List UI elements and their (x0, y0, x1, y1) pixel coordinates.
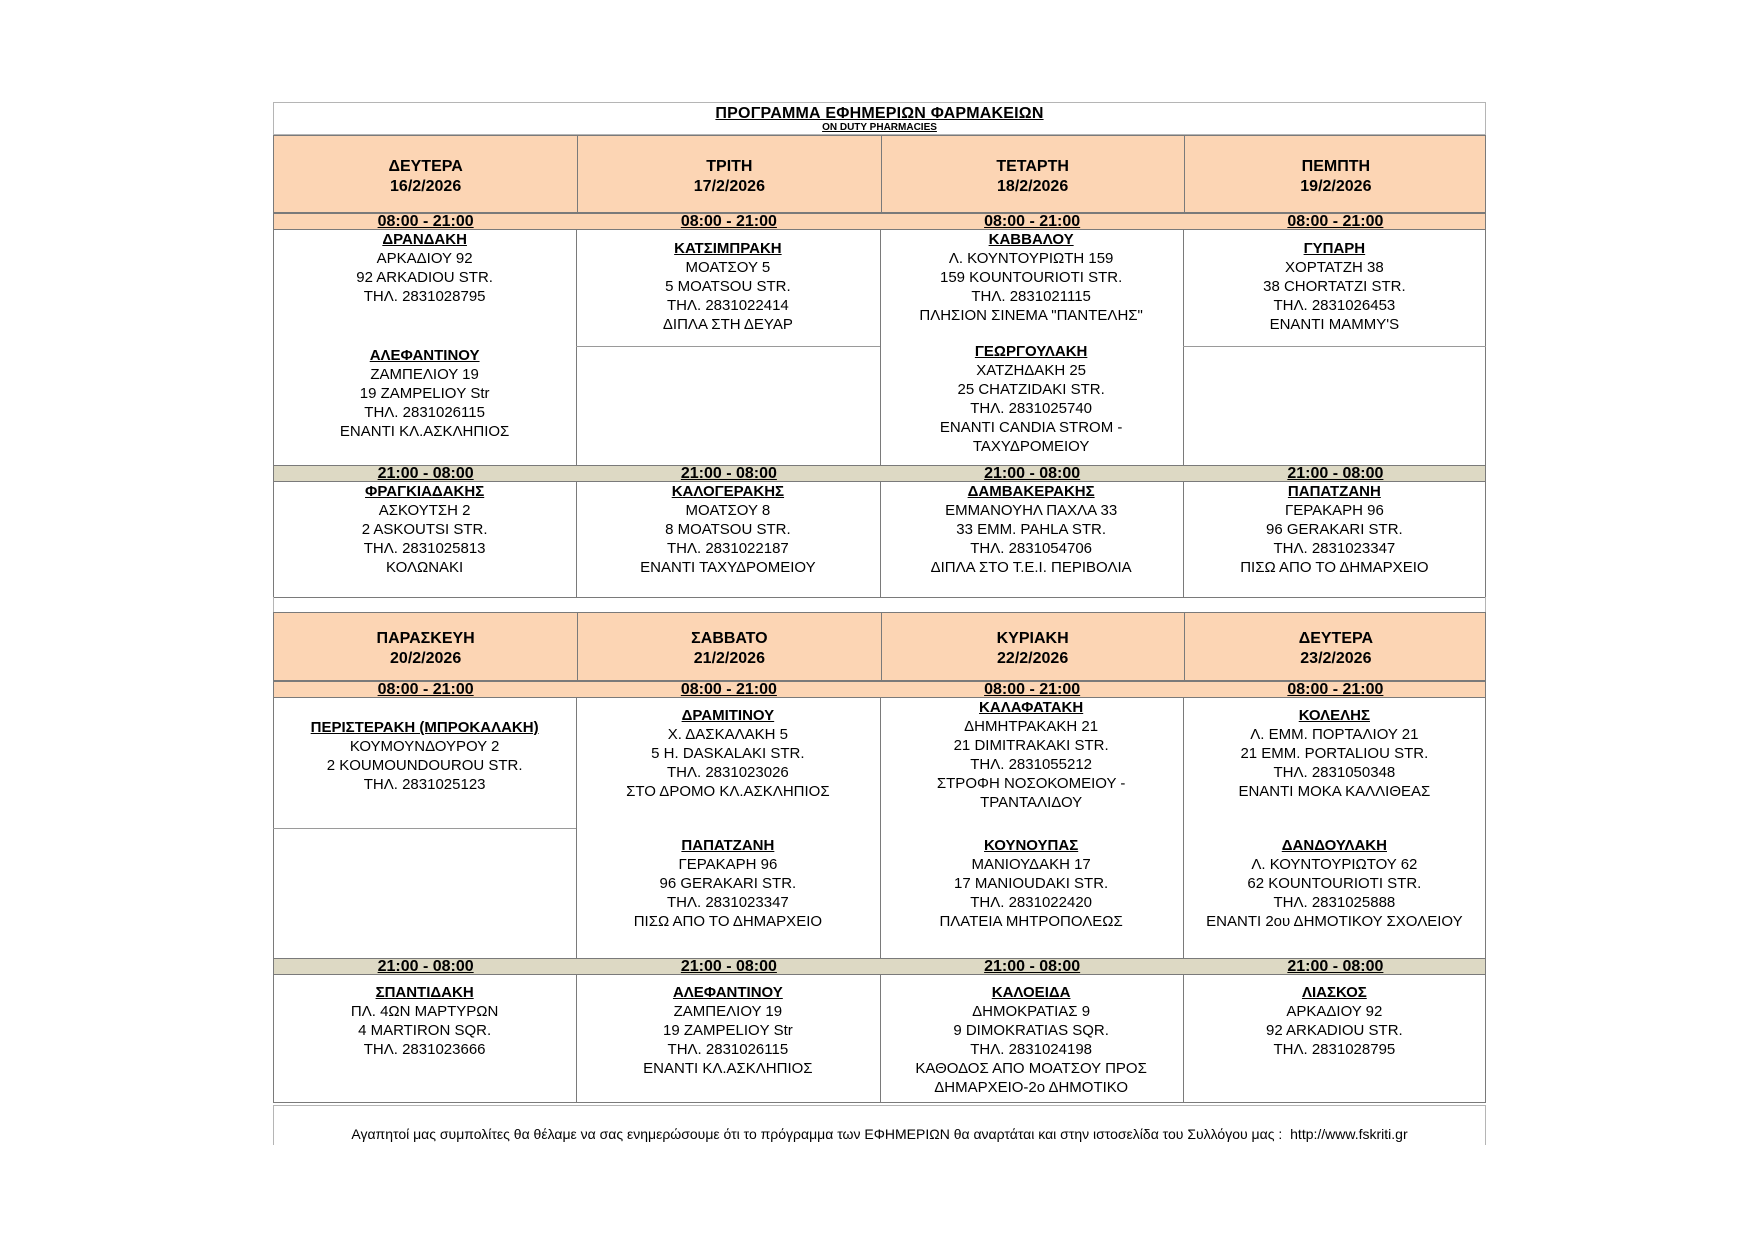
pharmacy-detail-line: ΠΙΣΩ ΑΠΟ ΤΟ ΔΗΜΑΡΧΕΙΟ (1240, 559, 1429, 576)
pharmacy-detail-line: Λ. ΕΜΜ. ΠΟΡΤΑΛΙΟΥ 21 (1250, 726, 1419, 743)
day-date: 22/2/2026 (997, 650, 1069, 667)
pharmacy-detail-line: ΕΝΑΝΤΙ ΜΟΚΑ ΚΑΛΛΙΘΕΑΣ (1238, 783, 1431, 800)
pharmacy-name: ΚΑΛΟΓΕΡΑΚΗΣ (671, 483, 785, 500)
pharmacy-detail-line: ΤΗΛ. 2831023347 (1273, 540, 1396, 557)
pharmacy-name: ΚΑΤΣΙΜΠΡΑΚΗ (674, 240, 782, 257)
title-box (273, 102, 1486, 135)
day-date: 21/2/2026 (693, 650, 765, 667)
pharmacy-detail-line: 92 ARKADIOU STR. (1266, 1022, 1403, 1039)
day-header-row (273, 612, 1486, 681)
pharmacy-name: ΔΡΑΜΙΤΙΝΟΥ (681, 707, 775, 724)
day-date: 16/2/2026 (390, 178, 462, 195)
pharmacy-detail-line: ΑΣΚΟΥΤΣΗ 2 (378, 502, 471, 519)
pharmacy-detail-line: ΤΗΛ. 2831055212 (970, 756, 1093, 773)
day-shift-row (273, 681, 1486, 698)
page-title: ΠΡΟΓΡΑΜΜΑ ΕΦΗΜΕΡΙΩΝ ΦΑΡΜΑΚΕΙΩΝ (715, 105, 1044, 122)
pharmacy-detail-line: ΔΙΠΛΑ ΣΤΟ Τ.Ε.Ι. ΠΕΡΙΒΟΛΙΑ (930, 559, 1132, 576)
pharmacy-detail-line: ΕΝΑΝΤΙ ΚΛ.ΑΣΚΛΗΠΙΟΣ (643, 1060, 813, 1077)
night-shift-pharmacy (1183, 975, 1486, 1059)
pharmacy-detail-line: 92 ARKADIOU STR. (356, 269, 493, 286)
pharmacy-detail-line: Λ. ΚΟΥΝΤΟΥΡΙΩΤΟΥ 62 (1251, 856, 1418, 873)
pharmacy-name: ΠΑΠΑΤΖΑΝΗ (1287, 483, 1381, 500)
pharmacy-detail-line: Χ. ΔΑΣΚΑΛΑΚΗ 5 (667, 726, 788, 743)
pharmacy-detail-line: ΤΗΛ. 2831026115 (364, 404, 485, 421)
week-bottom-border (273, 1102, 1486, 1103)
pharmacy-detail-line: ΕΝΑΝΤΙ ΤΑΧΥΔΡΟΜΕΙΟΥ (640, 559, 816, 576)
night-shift-label: 21:00 - 08:00 (680, 958, 777, 975)
night-shift-label: 21:00 - 08:00 (984, 958, 1081, 975)
day-name: ΠΑΡΑΣΚΕΥΗ (376, 630, 475, 647)
day-shift-pharmacy (273, 346, 576, 441)
pharmacy-detail-line: ΤΗΛ. 2831028795 (363, 288, 486, 305)
pharmacy-name: ΔΑΜΒΑΚΕΡΑΚΗΣ (967, 483, 1095, 500)
day-date: 20/2/2026 (390, 650, 462, 667)
pharmacy-detail-line: 96 GERAKARI STR. (1266, 521, 1403, 538)
pharmacy-detail-line: ΤΗΛ. 2831022187 (666, 540, 789, 557)
day-header (274, 613, 577, 680)
pharmacy-detail-line: 2 ASKOUTSI STR. (361, 521, 488, 538)
night-shift-pharmacy (576, 482, 879, 577)
pharmacy-detail-line: 96 GERAKARI STR. (659, 875, 797, 892)
night-shift-label: 21:00 - 08:00 (1287, 958, 1384, 975)
pharmacy-detail-line: 21 EMM. PORTALIOU STR. (1240, 745, 1429, 762)
pharmacy-name: ΠΕΡΙΣΤΕΡΑΚΗ (ΜΠΡΟΚΑΛΑΚΗ) (310, 719, 539, 736)
pharmacy-name: ΔΑΝΔΟΥΛΑΚΗ (1281, 837, 1387, 854)
pharmacy-name: ΚΟΥΝΟΥΠΑΣ (984, 837, 1079, 854)
night-shift-row (273, 465, 1486, 482)
pharmacy-detail-line: ΤΗΛ. 2831026115 (667, 1041, 789, 1058)
day-header (1184, 613, 1487, 680)
pharmacy-detail-line: ΧΑΤΖΗΔΑΚΗ 25 (976, 362, 1087, 379)
pharmacy-detail-line: ΖΑΜΠΕΛΙΟΥ 19 (370, 366, 479, 383)
pharmacy-detail-line: ΤΗΛ. 2831023666 (363, 1041, 486, 1058)
pharmacy-detail-line: ΕΝΑΝΤΙ CANDIA STROM - (939, 419, 1123, 436)
day-shift-pharmacy (880, 230, 1183, 325)
cell-divider (273, 828, 576, 829)
page-subtitle: ON DUTY PHARMACIES (822, 122, 937, 133)
pharmacy-name: ΠΑΠΑΤΖΑΝΗ (681, 837, 775, 854)
day-header (577, 613, 880, 680)
pharmacy-detail-line: Λ. ΚΟΥΝΤΟΥΡΙΩΤΗ 159 (948, 250, 1114, 267)
pharmacy-detail-line: 8 MOATSOU STR. (665, 521, 791, 538)
pharmacy-name: ΛΙΑΣΚΟΣ (1301, 984, 1367, 1001)
day-shift-label: 08:00 - 21:00 (1287, 681, 1384, 698)
night-shift-label: 21:00 - 08:00 (1287, 465, 1384, 482)
pharmacy-name: ΑΛΕΦΑΝΤΙΝΟΥ (672, 984, 783, 1001)
day-shift-label: 08:00 - 21:00 (377, 681, 474, 698)
day-header-row (273, 135, 1486, 213)
pharmacy-detail-line: ΕΝΑΝΤΙ MAMMY'S (1269, 316, 1400, 333)
pharmacy-name: ΚΑΒΒΑΛΟΥ (988, 231, 1074, 248)
day-shift-pharmacy (1183, 230, 1486, 346)
day-shift-row (273, 213, 1486, 230)
pharmacy-detail-line: 5 MOATSOU STR. (665, 278, 791, 295)
day-header (274, 136, 577, 212)
footer-note (273, 1105, 1486, 1145)
day-shift-label: 08:00 - 21:00 (680, 681, 777, 698)
night-shift-label: 21:00 - 08:00 (377, 958, 474, 975)
pharmacy-name: ΣΠΑΝΤΙΔΑΚΗ (375, 984, 474, 1001)
pharmacy-detail-line: 33 EMM. PAHLA STR. (956, 521, 1106, 538)
day-date: 17/2/2026 (693, 178, 765, 195)
day-shift-label: 08:00 - 21:00 (377, 213, 474, 230)
pharmacy-detail-line: 5 H. DASKALAKI STR. (651, 745, 805, 762)
pharmacy-detail-line: ΤΗΛ. 2831021115 (971, 288, 1091, 305)
day-name: ΣΑΒΒΑΤΟ (691, 630, 768, 647)
pharmacy-detail-line: ΤΗΛ. 2831023026 (666, 764, 789, 781)
pharmacy-detail-line: ΔΗΜΗΤΡΑΚΑΚΗ 21 (964, 718, 1099, 735)
night-shift-pharmacy (273, 975, 576, 1059)
pharmacy-detail-line: 21 DIMITRAKAKI STR. (953, 737, 1109, 754)
pharmacy-detail-line: ΚΟΛΩΝΑΚΙ (386, 559, 464, 576)
footer-link[interactable]: http://www.fskriti.gr (1290, 1126, 1408, 1142)
pharmacy-detail-line: ΓΕΡΑΚΑΡΗ 96 (1284, 502, 1384, 519)
pharmacy-name: ΚΑΛΟΕΙΔΑ (991, 984, 1071, 1001)
pharmacy-detail-line: 62 KOUNTOURIOTI STR. (1247, 875, 1422, 892)
pharmacy-detail-line: ΠΛ. 4ΩΝ ΜΑΡΤΥΡΩΝ (350, 1003, 499, 1020)
pharmacy-detail-line: ΤΗΛ. 2831025740 (970, 400, 1093, 417)
day-shift-label: 08:00 - 21:00 (984, 681, 1081, 698)
cell-divider (576, 346, 879, 347)
pharmacy-detail-line: ΤΗΛ. 2831022420 (970, 894, 1093, 911)
pharmacy-detail-line: ΕΝΑΝΤΙ 2ου ΔΗΜΟΤΙΚΟΥ ΣΧΟΛΕΙΟΥ (1206, 913, 1463, 930)
pharmacy-detail-line: ΤΗΛ. 2831025888 (1273, 894, 1396, 911)
day-name: ΔΕΥΤΕΡΑ (1298, 630, 1374, 647)
pharmacy-detail-line: 19 ZAMPELIOY Str (359, 385, 490, 402)
footer-text: Αγαπητοί μας συμπολίτες θα θέλαμε να σας ενημερώσουμε ότι το πρόγραμμα των ΕΦΗΜΕΡΙΩΝ θα αναρτάται και στην ιστοσελίδα του Συλλόγου μας : (351, 1126, 1283, 1142)
pharmacy-detail-line: ΤΗΛ. 2831024198 (970, 1041, 1093, 1058)
pharmacy-detail-line: 25 CHATZIDAKI STR. (957, 381, 1105, 398)
night-shift-pharmacy (576, 975, 879, 1078)
day-name: ΤΕΤΑΡΤΗ (996, 158, 1069, 175)
pharmacy-detail-line: ΤΗΛ. 2831050348 (1273, 764, 1396, 781)
duty-schedule-sheet (273, 102, 1486, 1145)
pharmacy-detail-line: ΤΑΧΥΔΡΟΜΕΙΟΥ (972, 438, 1090, 455)
day-name: ΚΥΡΙΑΚΗ (996, 630, 1069, 647)
day-shift-pharmacy (880, 828, 1183, 931)
pharmacy-detail-line: 2 KOUMOUNDOUROU STR. (326, 757, 523, 774)
night-shift-label: 21:00 - 08:00 (377, 465, 474, 482)
pharmacy-detail-line: ΧΟΡΤΑΤΖΗ 38 (1285, 259, 1384, 276)
day-shift-pharmacy (576, 230, 879, 346)
pharmacy-detail-line: ΕΜΜΑΝΟΥΗΛ ΠΑΧΛΑ 33 (945, 502, 1118, 519)
day-date: 23/2/2026 (1300, 650, 1372, 667)
day-name: ΠΕΜΠΤΗ (1301, 158, 1371, 175)
day-shift-label: 08:00 - 21:00 (1287, 213, 1384, 230)
pharmacy-detail-line: 38 CHORTATZI STR. (1263, 278, 1406, 295)
pharmacy-name: ΓΥΠΑΡΗ (1303, 240, 1366, 257)
pharmacy-detail-line: ΣΤΡΟΦΗ ΝΟΣΟΚΟΜΕΙΟΥ - (936, 775, 1126, 792)
pharmacy-name: ΑΛΕΦΑΝΤΙΝΟΥ (369, 347, 480, 364)
pharmacy-name: ΚΑΛΑΦΑΤΑΚΗ (979, 699, 1084, 716)
pharmacy-detail-line: ΤΗΛ. 2831025123 (363, 776, 486, 793)
pharmacy-detail-line: ΠΛΗΣΙΟΝ ΣΙΝΕΜΑ "ΠΑΝΤΕΛΗΣ" (919, 307, 1143, 324)
pharmacy-detail-line: 4 MARTIRON SQR. (358, 1022, 492, 1039)
day-shift-pharmacy (1183, 698, 1486, 801)
day-shift-pharmacy (273, 230, 576, 306)
night-shift-label: 21:00 - 08:00 (984, 465, 1081, 482)
night-shift-pharmacy (1183, 482, 1486, 577)
pharmacy-detail-line: ΑΡΚΑΔΙΟΥ 92 (1286, 1003, 1383, 1020)
pharmacy-name: ΓΕΩΡΓΟΥΛΑΚΗ (974, 343, 1088, 360)
pharmacy-detail-line: ΤΗΛ. 2831023347 (666, 894, 789, 911)
pharmacy-detail-line: ΚΟΥΜΟΥΝΔΟΥΡΟΥ 2 (349, 738, 500, 755)
pharmacy-detail-line: ΤΗΛ. 2831054706 (970, 540, 1093, 557)
pharmacy-detail-line: 9 DIMOKRATIAS SQR. (953, 1022, 1109, 1039)
pharmacy-detail-line: ΤΗΛ. 2831026453 (1273, 297, 1396, 314)
pharmacy-detail-line: ΤΗΛ. 2831025813 (363, 540, 486, 557)
cell-divider (1183, 346, 1486, 347)
pharmacy-detail-line: ΜΟΑΤΣΟΥ 5 (685, 259, 771, 276)
day-shift-pharmacy (273, 698, 576, 828)
day-date: 18/2/2026 (997, 178, 1069, 195)
pharmacy-detail-line: ΔΙΠΛΑ ΣΤΗ ΔΕΥΑΡ (662, 316, 793, 333)
pharmacy-detail-line: ΚΑΘΟΔΟΣ ΑΠΟ ΜΟΑΤΣΟΥ ΠΡΟΣ (915, 1060, 1147, 1077)
day-shift-pharmacy (880, 342, 1183, 456)
day-header (577, 136, 880, 212)
pharmacy-detail-line: ΠΙΣΩ ΑΠΟ ΤΟ ΔΗΜΑΡΧΕΙΟ (633, 913, 823, 930)
pharmacy-detail-line: ΑΡΚΑΔΙΟΥ 92 (376, 250, 473, 267)
pharmacy-detail-line: 159 KOUNTOURIOTI STR. (939, 269, 1123, 286)
night-shift-row (273, 958, 1486, 975)
pharmacy-name: ΔΡΑΝΔΑΚΗ (382, 231, 467, 248)
day-shift-pharmacy (880, 698, 1183, 812)
week-separator (273, 597, 1486, 612)
day-header (881, 613, 1184, 680)
night-shift-pharmacy (273, 482, 576, 577)
day-shift-label: 08:00 - 21:00 (984, 213, 1081, 230)
pharmacy-detail-line: 19 ZAMPELIOY Str (662, 1022, 793, 1039)
day-shift-pharmacy (576, 698, 879, 801)
pharmacy-detail-line: ΤΗΛ. 2831022414 (666, 297, 789, 314)
day-name: ΔΕΥΤΕΡΑ (388, 158, 463, 175)
day-name: ΤΡΙΤΗ (706, 158, 753, 175)
pharmacy-detail-line: ΓΕΡΑΚΑΡΗ 96 (678, 856, 778, 873)
pharmacy-detail-line: ΔΗΜΟΚΡΑΤΙΑΣ 9 (972, 1003, 1091, 1020)
pharmacy-detail-line: ΖΑΜΠΕΛΙΟΥ 19 (673, 1003, 783, 1020)
day-shift-pharmacy (1183, 828, 1486, 931)
pharmacy-detail-line: ΠΛΑΤΕΙΑ ΜΗΤΡΟΠΟΛΕΩΣ (939, 913, 1123, 930)
pharmacy-detail-line: ΜΑΝΙΟΥΔΑΚΗ 17 (971, 856, 1091, 873)
pharmacy-name: ΦΡΑΓΚΙΑΔΑΚΗΣ (365, 483, 485, 500)
pharmacy-detail-line: ΜΟΑΤΣΟΥ 8 (685, 502, 771, 519)
pharmacy-detail-line: ΤΗΛ. 2831028795 (1273, 1041, 1396, 1058)
pharmacy-detail-line: ΣΤΟ ΔΡΟΜΟ ΚΛ.ΑΣΚΛΗΠΙΟΣ (626, 783, 830, 800)
night-shift-pharmacy (880, 975, 1183, 1097)
pharmacy-detail-line: ΔΗΜΑΡΧΕΙΟ-2ο ΔΗΜΟΤΙΚΟ (934, 1079, 1129, 1096)
day-shift-pharmacy (576, 828, 879, 931)
day-header (1184, 136, 1487, 212)
pharmacy-detail-line: ΤΡΑΝΤΑΛΙΔΟΥ (980, 794, 1083, 811)
night-shift-label: 21:00 - 08:00 (680, 465, 777, 482)
pharmacy-name: ΚΟΛΕΛΗΣ (1298, 707, 1370, 724)
pharmacy-detail-line: 17 MANIOUDAKI STR. (954, 875, 1109, 892)
day-header (881, 136, 1184, 212)
night-shift-pharmacy (880, 482, 1183, 577)
day-shift-label: 08:00 - 21:00 (680, 213, 777, 230)
pharmacy-detail-line: ΕΝΑΝΤΙ ΚΛ.ΑΣΚΛΗΠΙΟΣ (339, 423, 510, 440)
day-date: 19/2/2026 (1300, 178, 1372, 195)
